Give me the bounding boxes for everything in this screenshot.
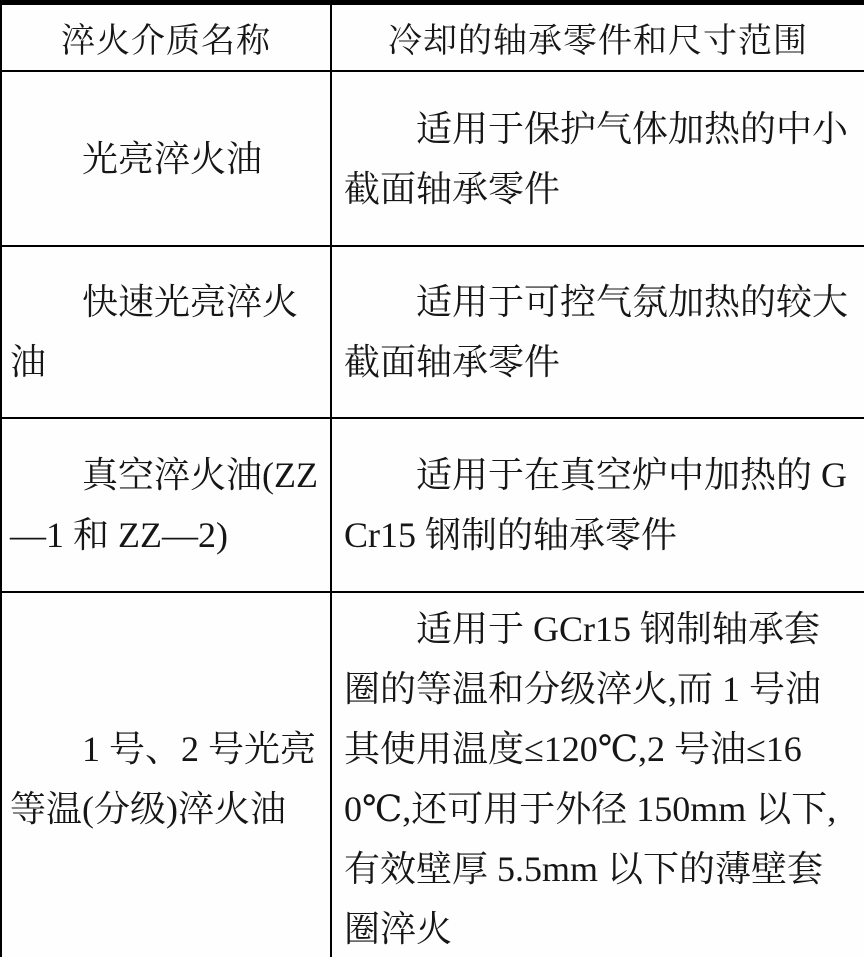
application-cell bbox=[331, 246, 864, 418]
application-cell bbox=[331, 592, 864, 957]
application-text: 适用于保护气体加热的中小截面轴承零件 bbox=[344, 108, 849, 209]
medium-text: 1 号、2 号光亮等温(分级)淬火油 bbox=[10, 729, 317, 829]
application-text: 适用于在真空炉中加热的 GCr15 钢制的轴承零件 bbox=[344, 455, 847, 555]
medium-text: 快速光亮淬火油 bbox=[10, 282, 299, 382]
application-text: 适用于可控气氛加热的较大截面轴承零件 bbox=[344, 282, 849, 382]
medium-text: 真空淬火油(ZZ—1 和 ZZ—2) bbox=[10, 455, 318, 555]
application-text: 适用于 GCr15 钢制轴承套圈的等温和分级淬火,而 1 号油其使用温度≤120℃,2 号油≤160℃,还可用于外径 150mm 以下,有效壁厚 5.5mm 以下的薄壁套圈淬火 bbox=[344, 609, 837, 949]
column-header-medium: 淬火介质名称 bbox=[1, 3, 331, 72]
application-cell bbox=[331, 418, 864, 592]
column-header-application: 冷却的轴承零件和尺寸范围 bbox=[331, 3, 864, 72]
medium-cell bbox=[1, 246, 331, 418]
table-row bbox=[1, 246, 864, 418]
medium-cell bbox=[1, 71, 331, 246]
application-cell bbox=[331, 71, 864, 246]
table-header-row bbox=[1, 3, 864, 72]
table-row bbox=[1, 592, 864, 957]
medium-cell bbox=[1, 592, 331, 957]
table-row bbox=[1, 418, 864, 592]
medium-text: 光亮淬火油 bbox=[82, 138, 263, 179]
table-row bbox=[1, 71, 864, 246]
medium-cell bbox=[1, 418, 331, 592]
